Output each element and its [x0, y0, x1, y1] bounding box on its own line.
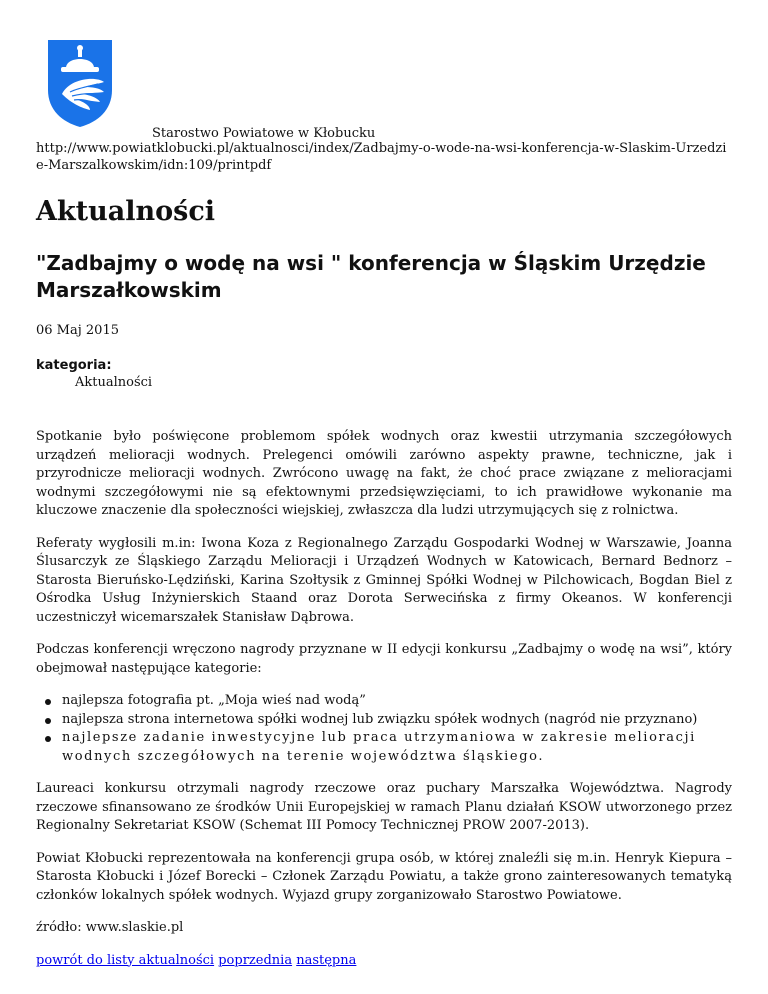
- category-label: kategoria:: [36, 358, 112, 373]
- powiat-crest-logo: [46, 38, 114, 128]
- list-item-text: najlepsze zadanie inwestycyjne lub praca utrzymaniowa w zakresie melioracji wodnych szczegółowych na terenie województwa śląskiego.: [62, 730, 696, 764]
- section-title: Aktualności: [36, 196, 216, 227]
- contest-categories-list: [36, 692, 732, 766]
- article-source: źródło: www.slaskie.pl: [36, 920, 184, 935]
- page-header: [36, 38, 732, 141]
- next-link[interactable]: następna: [296, 952, 357, 968]
- list-item: [36, 711, 732, 730]
- previous-link[interactable]: poprzednia: [218, 952, 293, 968]
- list-item: [36, 692, 732, 711]
- article-navigation: [36, 952, 732, 970]
- list-item: [36, 729, 732, 766]
- bullet-icon: [45, 736, 51, 742]
- category-value: Aktualności: [75, 375, 153, 390]
- article-title: "Zadbajmy o wodę na wsi " konferencja w Śląskim Urzędzie Marszałkowskim: [36, 251, 706, 302]
- site-name: Starostwo Powiatowe w Kłobucku: [152, 126, 376, 141]
- list-item-text: najlepsza fotografia pt. „Moja wieś nad wodą”: [62, 693, 366, 708]
- bullet-icon: [45, 699, 51, 705]
- page-url: http://www.powiatklobucki.pl/aktualnosci/index/Zadbajmy-o-wode-na-wsi-konferencja-w-Slaskim-Urzedzie-Marszalkowskim/idn:109/printpdf: [36, 141, 727, 173]
- article-paragraph: Laureaci konkursu otrzymali nagrody rzeczowe oraz puchary Marszałka Województwa. Nagrody rzeczowe sfinansowano ze środków Unii Europejskiej w ramach Planu działań KSOW utworzonego przez Regionalny Sekretariat KSOW (Schemat III Pomocy Technicznej PROW 2007-2013).: [36, 781, 732, 833]
- list-item-text: najlepsza strona internetowa spółki wodnej lub związku spółek wodnych (nagród nie przyznano): [62, 711, 698, 727]
- bullet-icon: [45, 718, 51, 724]
- article-paragraph: Podczas konferencji wręczono nagrody przyznane w II edycji konkursu „Zadbajmy o wodę na wsi”, który obejmował następujące kategorie:: [36, 642, 732, 676]
- back-to-list-link[interactable]: powrót do listy aktualności: [36, 952, 215, 968]
- article-paragraph: Powiat Kłobucki reprezentowała na konferencji grupa osób, w której znaleźli się m.in. Henryk Kiepura – Starosta Kłobucki i Józef Borecki – Członek Zarządu Powiatu, a także grono zainteresowanych tematyką członków lokalnych spółek wodnych. Wyjazd grupy zorganizowało Starostwo Powiatowe.: [36, 850, 732, 903]
- article-paragraph: Spotkanie było poświęcone problemom spółek wodnych oraz kwestii utrzymania szczegółowych urządzeń melioracji wodnych. Prelegenci omówili zarówno aspekty prawne, techniczne, jak i przyrodnicze melioracji wodnych. Zwrócono uwagę na fakt, że choć prace związane z melioracjami wodnymi szczegółowymi nie są efektownymi przedsięwzięciami, to ich prawidłowe wykonanie ma kluczowe znaczenie dla społeczności wiejskiej, zwłaszcza dla ludzi utrzymujących się z rolnictwa.: [36, 429, 732, 518]
- article-paragraph: Referaty wygłosili m.in: Iwona Koza z Regionalnego Zarządu Gospodarki Wodnej w Warszawie, Joanna Ślusarczyk ze Śląskiego Zarządu Melioracji i Urządzeń Wodnych w Katowicach, Bernard Bednorz – Starosta Bieruńsko-Lędziński, Karina Szołtysik z Gminnej Spółki Wodnej w Pilchowicach, Bogdan Biel z Ośrodka Usług Inżynierskich Staand oraz Dorota Serwecińska z firmy Okeanos. W konferencji uczestniczył wicemarszałek Stanisław Dąbrowa.: [36, 535, 732, 625]
- print-page: [36, 38, 732, 970]
- article-date: 06 Maj 2015: [36, 323, 119, 338]
